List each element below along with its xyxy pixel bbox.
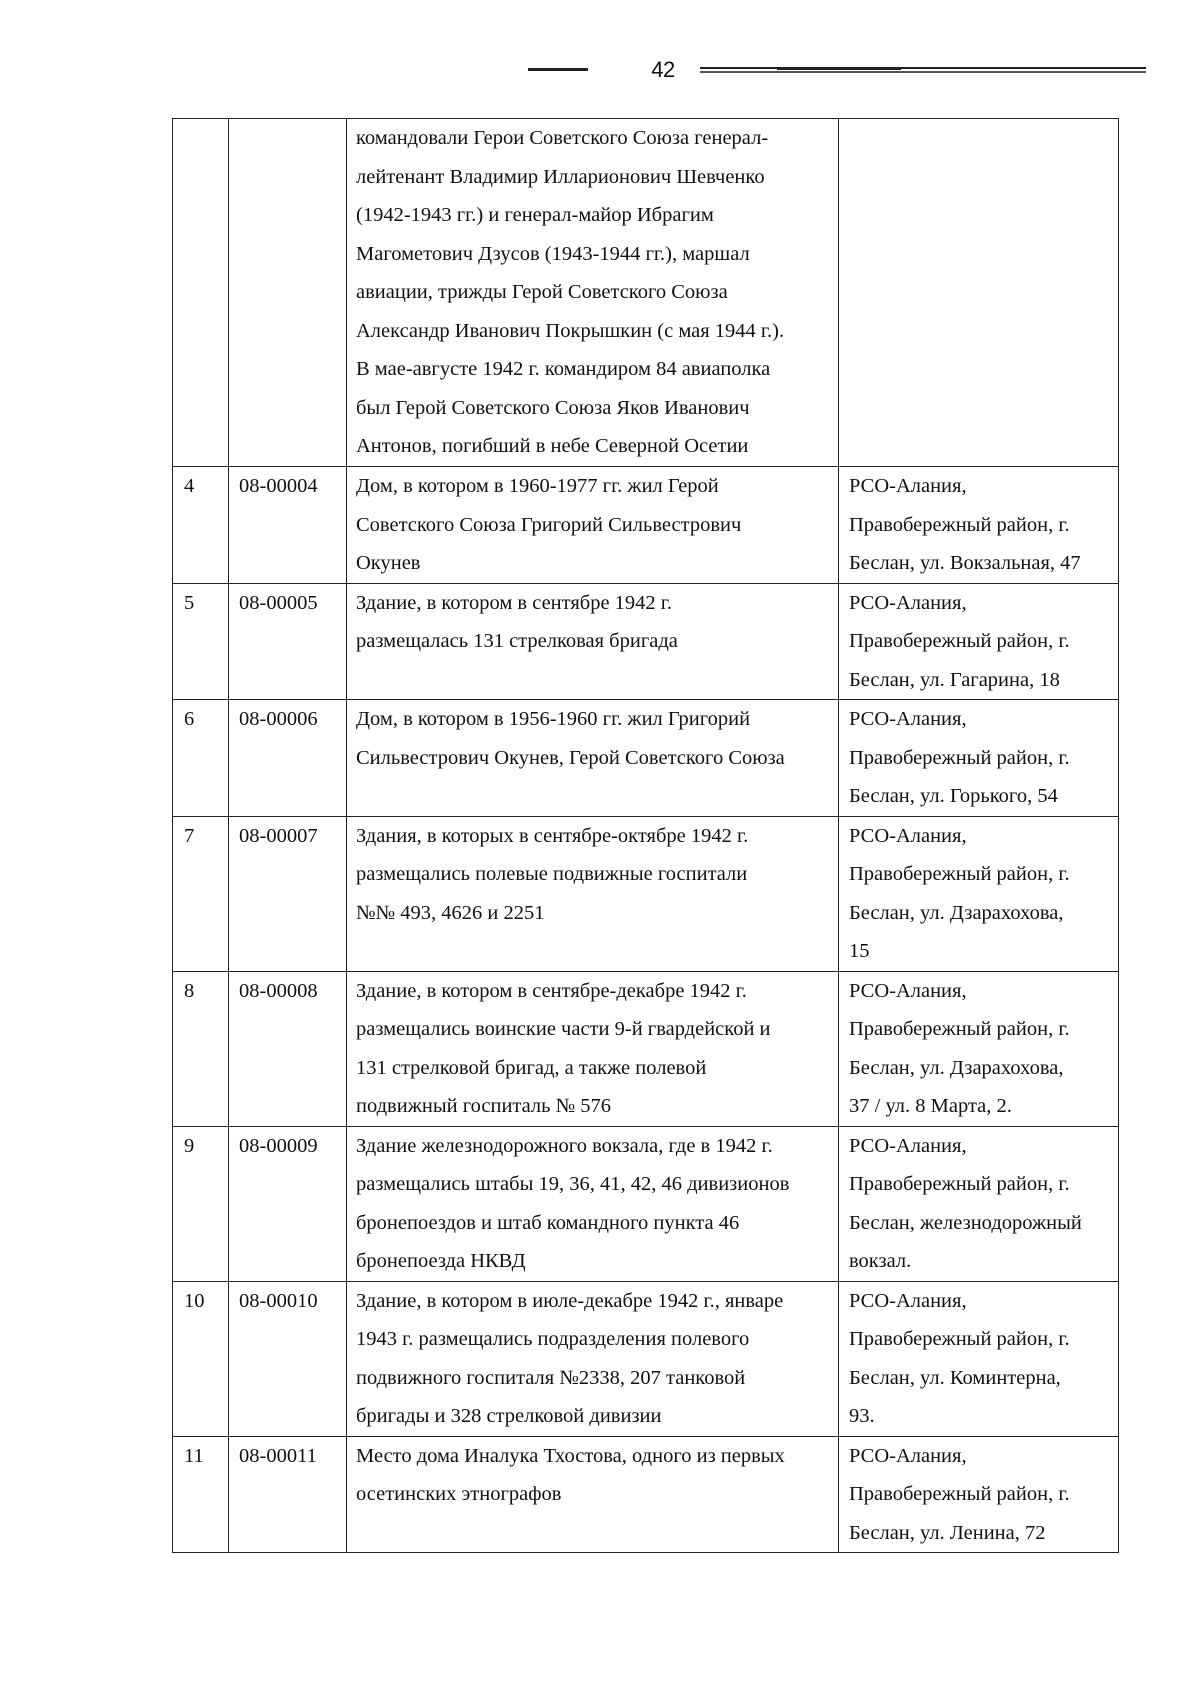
object-description xyxy=(347,1281,839,1436)
monuments-table xyxy=(172,118,1119,1553)
header-rule-right-thin xyxy=(700,67,1146,69)
table-row xyxy=(173,1436,1119,1553)
object-code: 08-00005 xyxy=(229,583,347,700)
object-description xyxy=(347,467,839,584)
row-number: 6 xyxy=(173,700,229,817)
address-text: РСО-Алания, Правобережный район, г. Беслан, ул. Дзарахохова, 37 / ул. 8 Марта, 2. xyxy=(849,979,1070,1117)
description-text: Дом, в котором в 1960-1977 гг. жил Герой Советского Союза Григорий Сильвестрович Окунев xyxy=(356,475,742,574)
table-row xyxy=(173,119,1119,467)
header-rule-right-lower xyxy=(700,71,1146,73)
object-address xyxy=(839,583,1119,700)
address-text: РСО-Алания, Правобережный район, г. Беслан, ул. Коминтерна, 93. xyxy=(849,1289,1070,1427)
object-description xyxy=(347,700,839,817)
object-code: 08-00010 xyxy=(229,1281,347,1436)
object-description xyxy=(347,971,839,1126)
object-address xyxy=(839,971,1119,1126)
description-text: Место дома Иналука Тхостова, одного из первых осетинских этнографов xyxy=(356,1444,785,1505)
object-address xyxy=(839,1126,1119,1281)
description-text: Здание, в котором в сентябре 1942 г. размещалась 131 стрелковая бригада xyxy=(356,591,678,652)
page-number: 42 xyxy=(651,57,675,82)
object-code: 08-00004 xyxy=(229,467,347,584)
address-text: РСО-Алания, Правобережный район, г. Беслан, ул. Вокзальная, 47 xyxy=(849,475,1081,574)
object-address xyxy=(839,119,1119,467)
address-text: РСО-Алания, Правобережный район, г. Беслан, железнодорожный вокзал. xyxy=(849,1134,1082,1272)
address-text: РСО-Алания, Правобережный район, г. Беслан, ул. Горького, 54 xyxy=(849,708,1070,807)
object-code: 08-00009 xyxy=(229,1126,347,1281)
description-text: Дом, в котором в 1956-1960 гг. жил Григорий Сильвестрович Окунев, Герой Советского Союза xyxy=(356,708,785,769)
row-number: 11 xyxy=(173,1436,229,1553)
header-rule-right-thick xyxy=(777,67,901,70)
table-row xyxy=(173,583,1119,700)
address-text: РСО-Алания, Правобережный район, г. Беслан, ул. Дзарахохова, 15 xyxy=(849,824,1070,962)
row-number: 10 xyxy=(173,1281,229,1436)
description-text: Здание железнодорожного вокзала, где в 1942 г. размещались штабы 19, 36, 41, 42, 46 дивизионов бронепоездов и штаб командного пункта 46 бронепоезда НКВД xyxy=(356,1134,790,1272)
row-number: 8 xyxy=(173,971,229,1126)
table-row xyxy=(173,467,1119,584)
object-code xyxy=(229,119,347,467)
description-text: командовали Герои Советского Союза генерал- лейтенант Владимир Илларионович Шевченко (1942-1943 гг.) и генерал-майор Ибрагим Магометович Дзусов (1943-1944 гг.), маршал авиации, трижды Герой Советского Союза Александр Иванович Покрышкин (с мая 1944 г.). В мае-августе 1942 г. командиром 84 авиаполка был Герой Советского Союза Яков Иванович Антонов, погибший в небе Северной Осетии xyxy=(356,127,785,457)
table-row xyxy=(173,700,1119,817)
object-address xyxy=(839,816,1119,971)
row-number: 9 xyxy=(173,1126,229,1281)
object-description xyxy=(347,119,839,467)
description-text: Здания, в которых в сентябре-октябре 1942 г. размещались полевые подвижные госпитали №№ 493, 4626 и 2251 xyxy=(356,824,749,924)
row-number: 4 xyxy=(173,467,229,584)
object-description xyxy=(347,1436,839,1553)
object-address xyxy=(839,1436,1119,1553)
description-text: Здание, в котором в июле-декабре 1942 г., январе 1943 г. размещались подразделения полевого подвижного госпиталя №2338, 207 танковой бригады и 328 стрелковой дивизии xyxy=(356,1289,784,1427)
row-number: 7 xyxy=(173,816,229,971)
row-number xyxy=(173,119,229,467)
table-row xyxy=(173,1126,1119,1281)
address-text: РСО-Алания, Правобережный район, г. Беслан, ул. Гагарина, 18 xyxy=(849,591,1070,691)
object-description xyxy=(347,816,839,971)
table-row xyxy=(173,1281,1119,1436)
object-description xyxy=(347,583,839,700)
table-row xyxy=(173,816,1119,971)
object-code: 08-00007 xyxy=(229,816,347,971)
object-code: 08-00008 xyxy=(229,971,347,1126)
description-text: Здание, в котором в сентябре-декабре 1942 г. размещались воинские части 9-й гвардейской и 131 стрелковой бригад, а также полевой подвижный госпиталь № 576 xyxy=(356,979,771,1117)
table-row xyxy=(173,971,1119,1126)
address-text: РСО-Алания, Правобережный район, г. Беслан, ул. Ленина, 72 xyxy=(849,1444,1070,1544)
object-code: 08-00011 xyxy=(229,1436,347,1553)
object-address xyxy=(839,467,1119,584)
object-address xyxy=(839,700,1119,817)
header-rule-left xyxy=(528,68,588,71)
object-address xyxy=(839,1281,1119,1436)
row-number: 5 xyxy=(173,583,229,700)
object-code: 08-00006 xyxy=(229,700,347,817)
object-description xyxy=(347,1126,839,1281)
